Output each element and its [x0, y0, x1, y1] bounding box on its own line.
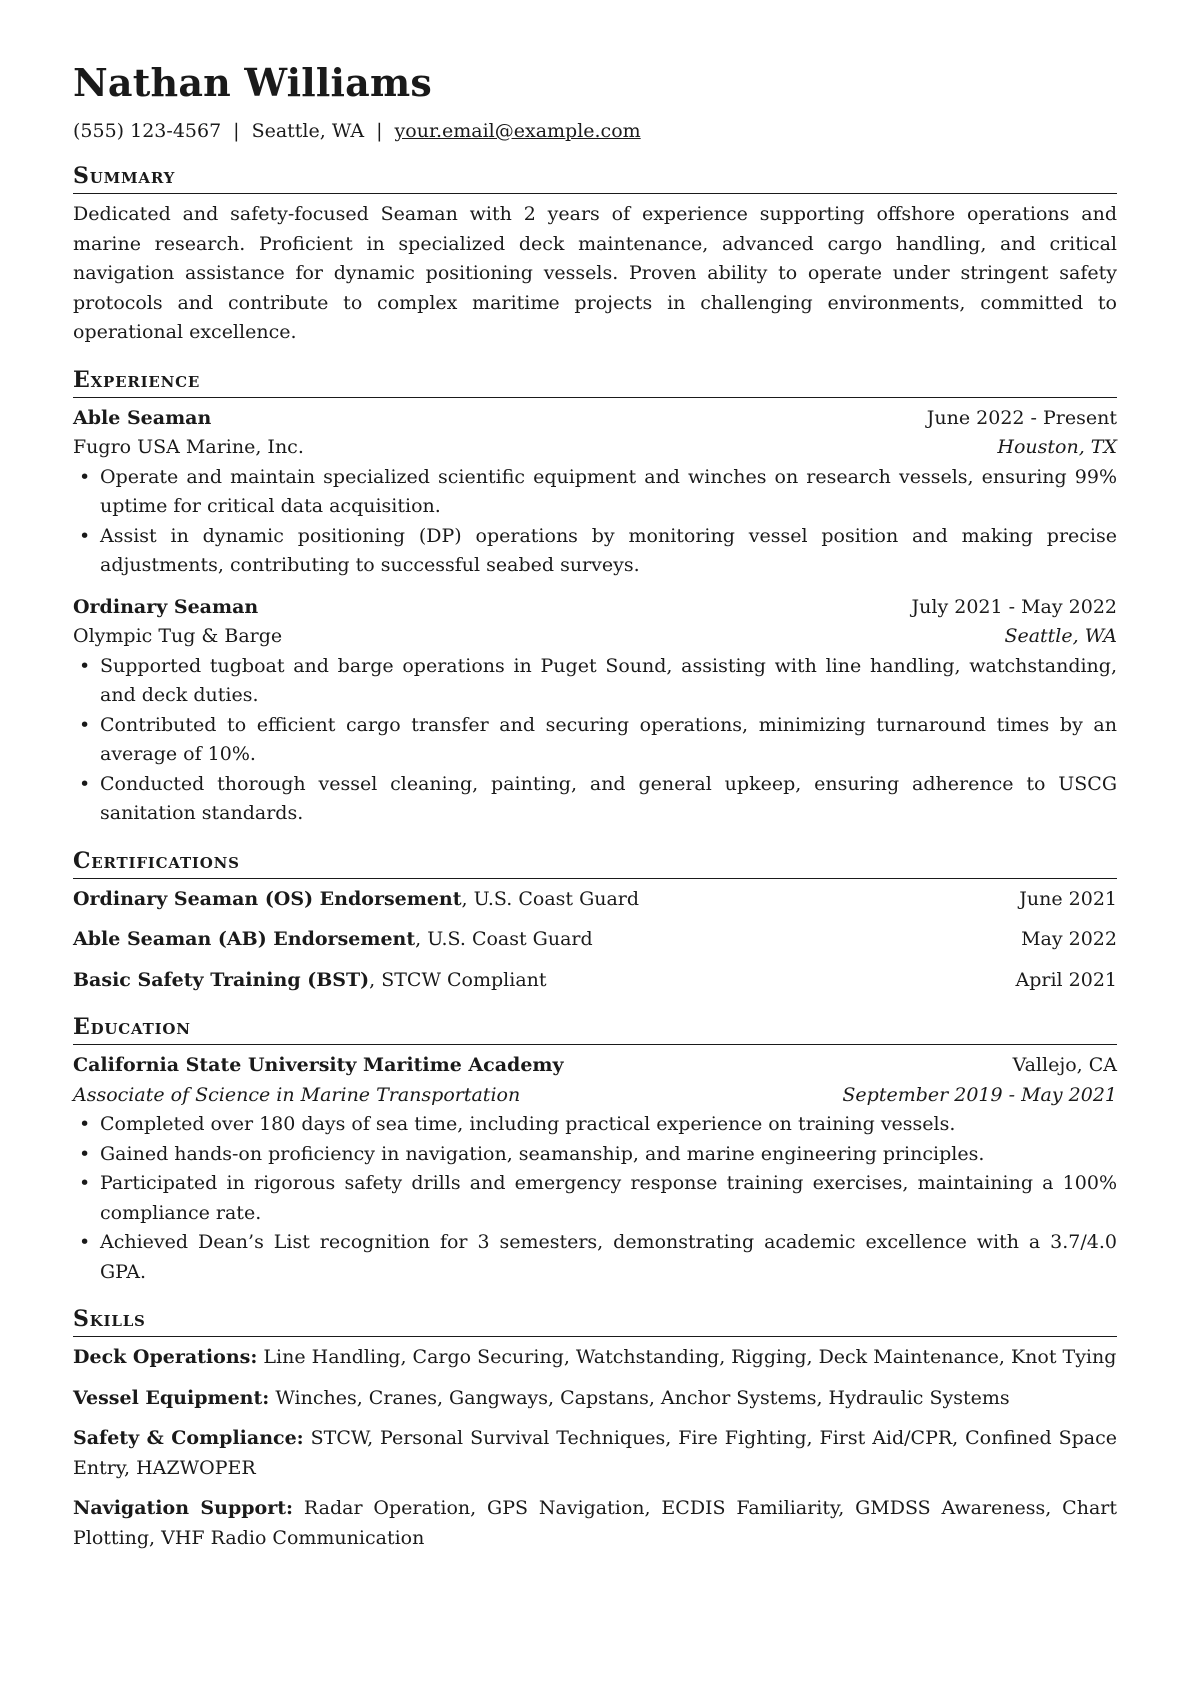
bullet-item: • Operate and maintain specialized scientific equipment and winches on research vessels, ensuring 99% uptime for critical data acquisition.: [73, 463, 1117, 522]
skill-items: STCW, Personal Survival Techniques, Fire Fighting, First Aid/CPR, Confined Space Entry, HAZWOPER: [73, 1427, 1117, 1479]
summary-heading: Summary: [73, 162, 1117, 194]
job-subheader: [73, 433, 1117, 463]
certification-issuer: , U.S. Coast Guard: [461, 887, 640, 910]
degree-name: Associate of Science in Marine Transportation: [73, 1083, 521, 1106]
experience-entry: [73, 404, 1117, 581]
certification-row: [73, 885, 1117, 915]
job-location: Seattle, WA: [1004, 625, 1117, 647]
education-bullets: [73, 1110, 1117, 1287]
experience-heading: Experience: [73, 366, 1117, 398]
bullet-item: • Achieved Dean’s List recognition for 3 semesters, demonstrating academic excellence with a 3.7/4.0 GPA.: [73, 1228, 1117, 1287]
summary-text: Dedicated and safety-focused Seaman with 2 years of experience supporting offshore operations and marine research. Proficient in specialized deck maintenance, advanced cargo handling, and critical navigation assistance for dynamic positioning vessels. Proven ability to operate under stringent safety protocols and contribute to complex maritime projects in challenging environments, committed to operational excellence.: [73, 203, 1117, 343]
company-name: Olympic Tug & Barge: [73, 625, 283, 647]
skill-label: Navigation Support:: [73, 1497, 294, 1519]
job-header: [73, 404, 1117, 434]
candidate-name: Nathan Williams: [73, 60, 432, 105]
email-link[interactable]: your.email@example.com: [394, 120, 641, 142]
phone-number: (555) 123-4567: [73, 120, 222, 142]
job-bullets: [73, 463, 1117, 581]
job-dates: July 2021 - May 2022: [911, 595, 1117, 618]
certification-date: April 2021: [1015, 968, 1117, 991]
skills-heading: Skills: [73, 1305, 1117, 1337]
job-header: [73, 593, 1117, 623]
job-title: Able Seaman: [73, 406, 212, 429]
skill-items: Winches, Cranes, Gangways, Capstans, Anchor Systems, Hydraulic Systems: [275, 1386, 1010, 1409]
certification-name: Able Seaman (AB) Endorsement: [73, 928, 416, 950]
skill-items: Line Handling, Cargo Securing, Watchstanding, Rigging, Deck Maintenance, Knot Tying: [263, 1346, 1117, 1368]
education-dates: September 2019 - May 2021: [842, 1083, 1117, 1106]
certification-row: [73, 966, 1117, 996]
experience-entry: [73, 593, 1117, 829]
education-heading: Education: [73, 1013, 1117, 1045]
job-bullets: [73, 652, 1117, 829]
certification-issuer: , STCW Compliant: [369, 968, 547, 991]
skill-label: Safety & Compliance:: [73, 1427, 304, 1449]
location: Seattle, WA: [251, 120, 365, 142]
certification-name: Ordinary Seaman (OS) Endorsement: [73, 887, 462, 910]
education-subheader: [73, 1081, 1117, 1111]
job-dates: June 2022 - Present: [926, 406, 1117, 429]
company-name: Fugro USA Marine, Inc.: [73, 436, 304, 458]
certification-issuer: , U.S. Coast Guard: [415, 928, 593, 950]
skill-row: [73, 1494, 1117, 1553]
job-subheader: [73, 622, 1117, 652]
bullet-item: • Contributed to efficient cargo transfer and securing operations, minimizing turnaround times by an average of 10%.: [73, 711, 1117, 770]
skill-label: Vessel Equipment:: [73, 1386, 270, 1409]
certification-row: [73, 925, 1117, 955]
contact-line: [73, 118, 1117, 144]
contact-separator: |: [233, 120, 240, 142]
skill-row: [73, 1343, 1117, 1373]
job-title: Ordinary Seaman: [73, 595, 259, 618]
certifications-heading: Certifications: [73, 847, 1117, 879]
skill-row: [73, 1384, 1117, 1414]
job-location: Houston, TX: [997, 436, 1117, 458]
certification-date: June 2021: [1019, 887, 1117, 910]
certification-name: Basic Safety Training (BST): [73, 968, 370, 991]
skill-label: Deck Operations:: [73, 1346, 258, 1368]
education-header: [73, 1051, 1117, 1081]
school-location: Vallejo, CA: [1012, 1054, 1117, 1076]
bullet-item: • Participated in rigorous safety drills and emergency response training exercises, maintaining a 100% compliance rate.: [73, 1169, 1117, 1228]
bullet-item: • Gained hands-on proficiency in navigation, seamanship, and marine engineering principles.: [73, 1140, 1117, 1170]
school-name: California State University Maritime Academy: [73, 1054, 564, 1076]
bullet-item: • Conducted thorough vessel cleaning, painting, and general upkeep, ensuring adherence to USCG sanitation standards.: [73, 770, 1117, 829]
skill-items: Radar Operation, GPS Navigation, ECDIS Familiarity, GMDSS Awareness, Chart Plotting, VHF Radio Communication: [73, 1497, 1117, 1549]
bullet-item: • Completed over 180 days of sea time, including practical experience on training vessels.: [73, 1110, 1117, 1140]
skill-row: [73, 1424, 1117, 1483]
certification-date: May 2022: [1021, 928, 1117, 950]
bullet-item: • Supported tugboat and barge operations in Puget Sound, assisting with line handling, watchstanding, and deck duties.: [73, 652, 1117, 711]
bullet-item: • Assist in dynamic positioning (DP) operations by monitoring vessel position and making precise adjustments, contributing to successful seabed surveys.: [73, 522, 1117, 581]
contact-separator: |: [376, 120, 383, 142]
